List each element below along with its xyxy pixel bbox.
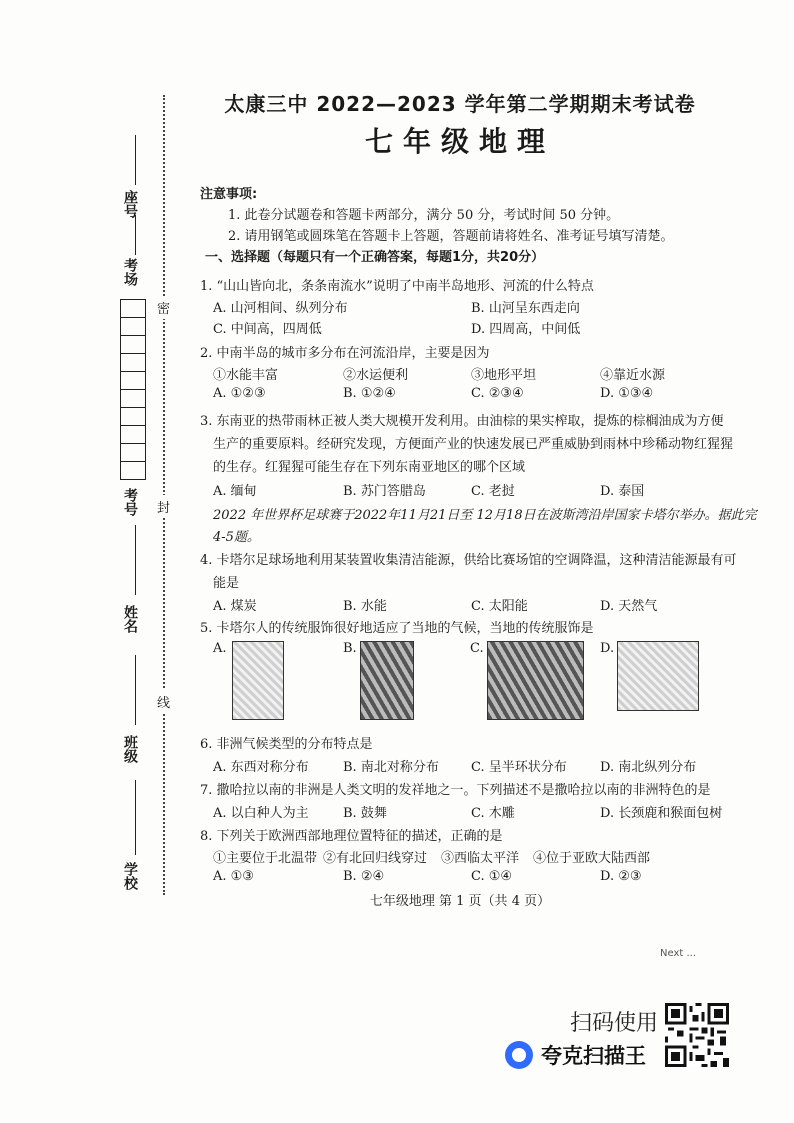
q5-option-c-label: C. xyxy=(470,641,484,656)
q3-option-c: C. 老挝 xyxy=(471,484,515,499)
q1-stem: 1. “山山皆向北，条条南流水”说明了中南半岛地形、河流的什么特点 xyxy=(200,279,594,294)
q6-option-a: A. 东西对称分布 xyxy=(213,760,309,775)
q2-subitems xyxy=(213,364,713,382)
q3-option-d: D. 泰国 xyxy=(600,484,645,499)
q1-option-b: B. 山河呈东西走向 xyxy=(471,301,580,316)
q4-option-c: C. 太阳能 xyxy=(471,599,528,614)
q4-option-b: B. 水能 xyxy=(343,599,387,614)
q1-option-a: A. 山河相间、纵列分布 xyxy=(213,301,348,316)
notice-item-2: 2. 请用钢笔或圆珠笔在答题卡上答题，答题前请将姓名、准考证号填写清楚。 xyxy=(228,229,674,244)
school-blank xyxy=(135,780,136,855)
name-blank xyxy=(135,525,136,595)
q5-stem: 5. 卡塔尔人的传统服饰很好地适应了当地的气候，当地的传统服饰是 xyxy=(200,621,594,636)
q5-option-c-image xyxy=(487,641,584,720)
seal-mark-xian: 线 xyxy=(157,690,170,713)
section-title: 一、选择题（每题只有一个正确答案，每题1分，共20分） xyxy=(205,250,545,265)
q6-option-b: B. 南北对称分布 xyxy=(343,760,439,775)
q6-option-c: C. 呈半环状分布 xyxy=(471,760,567,775)
seal-mark-feng: 封 xyxy=(157,495,170,518)
next-page-hint: Next ... xyxy=(660,948,697,959)
scan-to-use-text: 扫码使用 xyxy=(570,1011,659,1036)
exam-room-blank xyxy=(135,215,136,255)
q7-stem: 7. 撒哈拉以南的非洲是人类文明的发祥地之一。下列描述不是撒哈拉以南的非洲特色的是 xyxy=(200,783,711,798)
school-label: 学校 xyxy=(122,862,138,890)
q2-stem: 2. 中南半岛的城市多分布在河流沿岸，主要是因为 xyxy=(200,346,490,361)
exam-room-label: 考场 xyxy=(122,258,138,286)
q8-sub-2: ②有北回归线穿过 xyxy=(323,851,428,866)
q8-sub-4: ④位于亚欧大陆西部 xyxy=(533,851,651,866)
q6-options xyxy=(213,756,713,774)
q2-option-d: D. ①③④ xyxy=(600,386,654,401)
q5-option-a-label: A. xyxy=(213,641,227,656)
q8-options xyxy=(213,869,713,887)
q2-sub-1: ①水能丰富 xyxy=(213,368,279,383)
q8-stem: 8. 下列关于欧洲西部地理位置特征的描述，正确的是 xyxy=(200,829,503,844)
q3-stem-line-1: 3. 东南亚的热带雨林正被人类大规模开发利用。由油棕的果实榨取，提炼的棕榈油成为方便 xyxy=(200,414,724,429)
seal-mark-mi: 密 xyxy=(157,296,170,319)
q3-option-b: B. 苏门答腊岛 xyxy=(343,484,426,499)
notice-heading: 注意事项: xyxy=(200,187,258,202)
q8-sub-3: ③西临太平洋 xyxy=(441,851,520,866)
qr-code-icon[interactable] xyxy=(665,1003,729,1067)
page-footer: 七年级地理 第 1 页（共 4 页） xyxy=(369,894,551,909)
q3-option-a: A. 缅甸 xyxy=(213,484,257,499)
q8-option-d: D. ②③ xyxy=(600,869,642,884)
scanner-brand xyxy=(505,1040,646,1070)
q2-option-b: B. ①②④ xyxy=(343,386,396,401)
exam-id-boxes xyxy=(120,300,146,480)
q7-options xyxy=(213,802,723,821)
q1-options-2 xyxy=(213,318,713,336)
brand-logo-icon xyxy=(505,1041,533,1069)
q3-stem-line-3: 的生存。红猩猩可能生存在下列东南亚地区的哪个区域 xyxy=(213,460,526,475)
q6-option-d: D. 南北纵列分布 xyxy=(600,760,697,775)
q3-options xyxy=(213,480,713,498)
q4-options xyxy=(213,595,713,613)
name-label: 姓名 xyxy=(122,605,138,633)
exam-id-label: 考号 xyxy=(122,488,138,516)
q4-option-a: A. 煤炭 xyxy=(213,599,257,614)
q1-options xyxy=(213,297,713,315)
q8-sub-1: ①主要位于北温带 xyxy=(213,851,318,866)
q6-stem: 6. 非洲气候类型的分布特点是 xyxy=(200,737,373,752)
q1-option-c: C. 中间高，四周低 xyxy=(213,322,322,337)
q8-option-c: C. ①④ xyxy=(471,869,513,884)
exam-title: 太康三中 2022—2023 学年第二学期期末考试卷 xyxy=(224,92,696,116)
q2-option-c: C. ②③④ xyxy=(471,386,524,401)
q4-stem-line-2: 能是 xyxy=(213,576,240,591)
q8-option-a: A. ①③ xyxy=(213,869,254,884)
context-4-5-line-2: 4-5题。 xyxy=(213,530,260,545)
q2-sub-4: ④靠近水源 xyxy=(600,368,666,383)
q5-option-d-image xyxy=(617,641,699,711)
q3-stem-line-2: 生产的重要原料。经研究发现，方便面产业的快速发展已严重威胁到雨林中珍稀动物红猩猩 xyxy=(213,437,734,452)
q8-subitems xyxy=(213,847,713,865)
q5-option-d-label: D. xyxy=(600,641,615,656)
class-blank xyxy=(135,655,136,725)
q7-option-d: D. 长颈鹿和猴面包树 xyxy=(600,806,723,821)
q2-options xyxy=(213,386,713,404)
q1-option-d: D. 四周高，中间低 xyxy=(471,322,581,337)
q4-stem-line-1: 4. 卡塔尔足球场地利用某装置收集清洁能源，供给比赛场馆的空调降温，这种清洁能源最有可 xyxy=(200,553,737,568)
q2-sub-3: ③地形平坦 xyxy=(471,368,537,383)
q2-sub-2: ②水运便利 xyxy=(343,368,409,383)
notice-item-1: 1. 此卷分试题卷和答题卡两部分，满分 50 分，考试时间 50 分钟。 xyxy=(228,208,620,223)
context-4-5-line-1: 2022 年世界杯足球赛于2022年11月21日至 12月18日在波斯湾沿岸国家卡塔尔举办。据此完 xyxy=(213,508,757,523)
q7-option-b: B. 鼓舞 xyxy=(343,806,387,821)
seat-number-label: 座号 xyxy=(122,190,138,218)
q8-option-b: B. ②④ xyxy=(343,869,385,884)
class-label: 班级 xyxy=(122,735,138,763)
brand-name: 夸克扫描王 xyxy=(541,1044,646,1068)
subject-title: 七年级地理 xyxy=(364,125,555,158)
seat-number-blank xyxy=(135,135,136,185)
q5-option-a-image xyxy=(232,641,284,720)
q2-option-a: A. ①②③ xyxy=(213,386,266,401)
q7-option-a: A. 以白种人为主 xyxy=(213,806,309,821)
q5-option-b-label: B. xyxy=(343,641,357,656)
q5-option-b-image xyxy=(360,641,414,720)
q7-option-c: C. 木雕 xyxy=(471,806,515,821)
q4-option-d: D. 天然气 xyxy=(600,599,658,614)
